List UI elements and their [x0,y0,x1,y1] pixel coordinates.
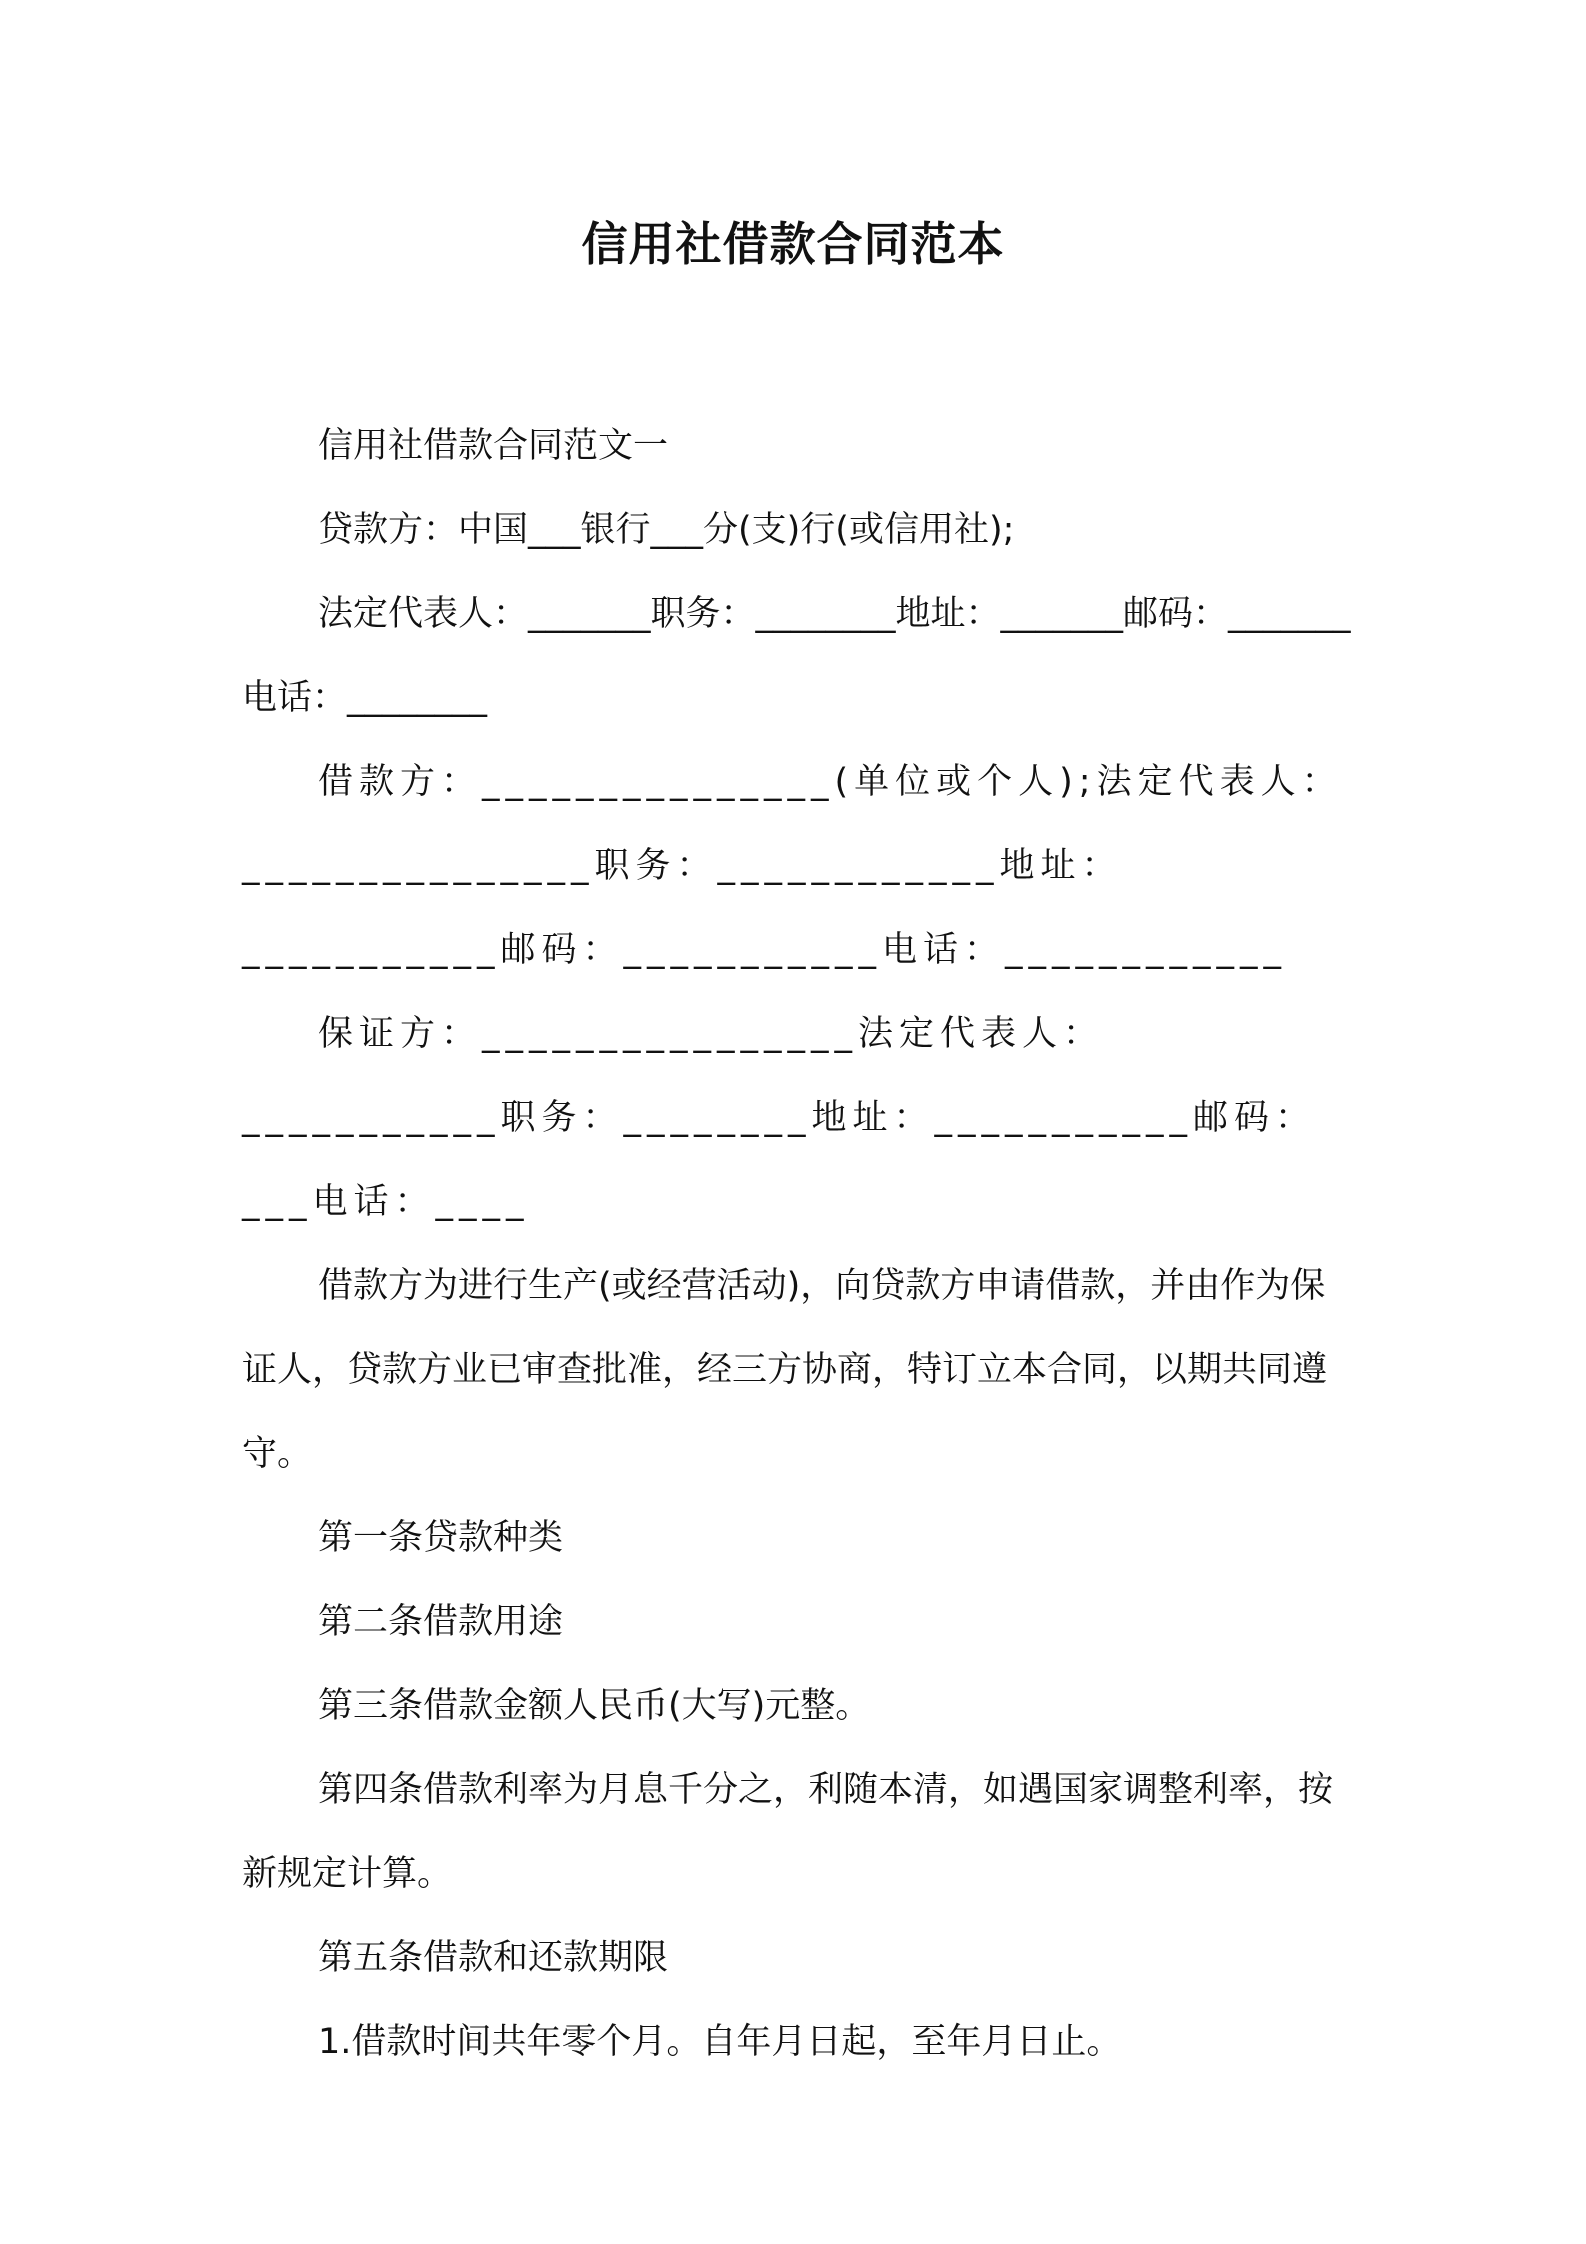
article-5: 第五条借款和还款期限 [318,1938,669,1978]
article-5-item-1: 1.借款时间共年零个月。自年月日起，至年月日止。 [318,2022,1122,2062]
paragraph-borrower: 借款方：_______________(单位或个人);法定代表人：_______________职务：____________地址：___________邮码：___________电话：____________ [242,762,1343,970]
article-3: 第三条借款金额人民币(大写)元整。 [318,1686,871,1726]
article-2: 第二条借款用途 [318,1602,564,1642]
paragraph-lender: 贷款方：中国___银行___分(支)行(或信用社); [318,510,1015,550]
document-body [242,404,1354,2084]
document-title: 信用社借款合同范本 [581,217,1005,271]
paragraph-preamble: 借款方为进行生产(或经营活动)，向贷款方申请借款，并由作为保证人，贷款方业已审查批准，经三方协商，特订立本合同，以期共同遵守。 [242,1266,1328,1474]
article-1: 第一条贷款种类 [318,1518,564,1558]
paragraph-lender-rep: 法定代表人：_______职务：________地址：_______邮码：_______电话：________ [242,594,1351,718]
article-4: 第四条借款利率为月息千分之，利随本清，如遇国家调整利率，按新规定计算。 [242,1770,1334,1894]
paragraph-guarantor: 保证方：________________法定代表人：___________职务：________地址：___________邮码：___电话：____ [242,1014,1317,1222]
paragraph-heading: 信用社借款合同范文一 [318,426,669,466]
